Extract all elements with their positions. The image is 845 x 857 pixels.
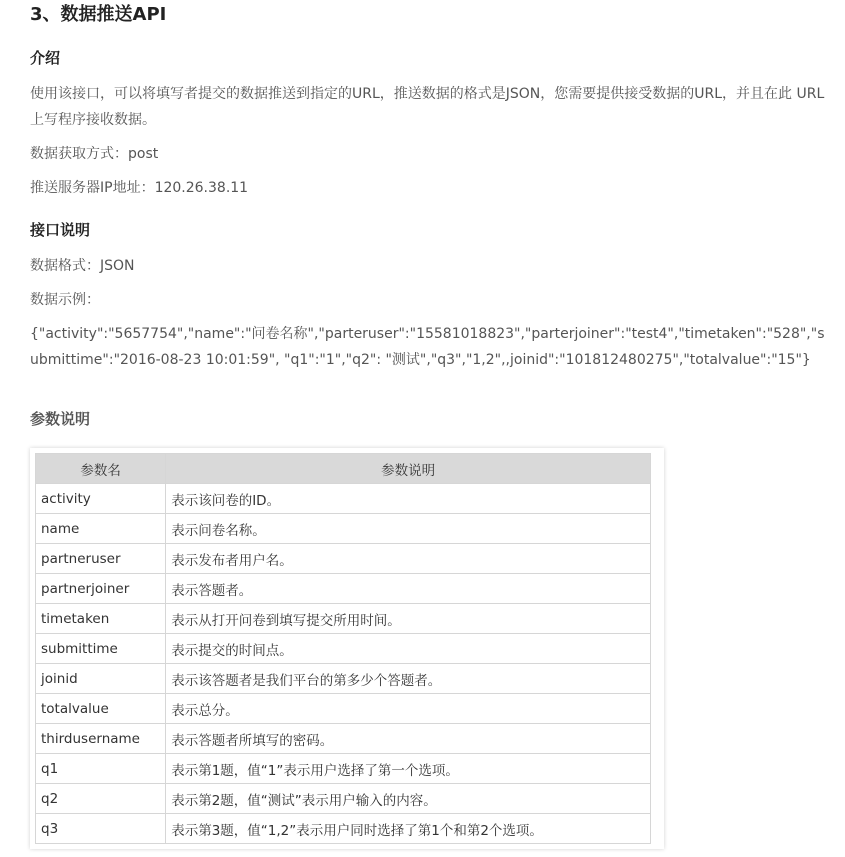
table-row: [36, 724, 651, 754]
param-name-cell: timetaken: [36, 604, 166, 634]
header-param-name: 参数名: [36, 454, 166, 484]
intro-heading: 介绍: [30, 49, 61, 67]
param-desc-cell: 表示第3题，值“1,2”表示用户同时选择了第1个和第2个选项。: [166, 814, 651, 844]
table-row: [36, 694, 651, 724]
table-row: [36, 784, 651, 814]
param-desc-cell: 表示从打开问卷到填写提交所用时间。: [166, 604, 651, 634]
page-title: 3、数据推送API: [30, 4, 167, 25]
param-desc-cell: 表示该答题者是我们平台的第多少个答题者。: [166, 664, 651, 694]
params-table-header-row: [36, 454, 651, 484]
example-json-text: {"activity":"5657754","name":"问卷名称","parteruser":"15581018823","parterjoiner":"test4","timetaken":"528","submittime":"2016-08-23 10:01:59", "q1":"1","q2": "测试","q3","1,2",,joinid":"101812480275","totalvalue":"15"}: [30, 326, 825, 368]
fetch-method-text: 数据获取方式：post: [30, 146, 159, 162]
param-name-cell: partnerjoiner: [36, 574, 166, 604]
param-name-cell: totalvalue: [36, 694, 166, 724]
params-table: [35, 453, 651, 844]
header-param-desc: 参数说明: [166, 454, 651, 484]
param-desc-cell: 表示第2题，值“测试”表示用户输入的内容。: [166, 784, 651, 814]
param-name-cell: name: [36, 514, 166, 544]
table-row: [36, 754, 651, 784]
table-row: [36, 604, 651, 634]
param-desc-cell: 表示答题者所填写的密码。: [166, 724, 651, 754]
param-name-cell: submittime: [36, 634, 166, 664]
table-row: [36, 664, 651, 694]
param-name-cell: thirdusername: [36, 724, 166, 754]
param-desc-cell: 表示提交的时间点。: [166, 634, 651, 664]
param-name-cell: partneruser: [36, 544, 166, 574]
param-name-cell: joinid: [36, 664, 166, 694]
table-row: [36, 814, 651, 844]
api-heading: 接口说明: [30, 221, 91, 239]
params-table-container: [30, 448, 664, 849]
param-name-cell: q2: [36, 784, 166, 814]
param-desc-cell: 表示总分。: [166, 694, 651, 724]
server-ip-text: 推送服务器IP地址：120.26.38.11: [30, 180, 249, 196]
data-format-text: 数据格式：JSON: [30, 258, 135, 274]
param-desc-cell: 表示答题者。: [166, 574, 651, 604]
table-row: [36, 514, 651, 544]
table-row: [36, 484, 651, 514]
params-heading: 参数说明: [30, 410, 91, 428]
intro-description: 使用该接口，可以将填写者提交的数据推送到指定的URL，推送数据的格式是JSON，您需要提供接受数据的URL，并且在此 URL上写程序接收数据。: [30, 86, 825, 128]
param-name-cell: activity: [36, 484, 166, 514]
param-desc-cell: 表示问卷名称。: [166, 514, 651, 544]
param-name-cell: q3: [36, 814, 166, 844]
table-row: [36, 634, 651, 664]
table-row: [36, 544, 651, 574]
param-desc-cell: 表示第1题，值“1”表示用户选择了第一个选项。: [166, 754, 651, 784]
param-desc-cell: 表示该问卷的ID。: [166, 484, 651, 514]
example-label: 数据示例：: [30, 292, 100, 308]
param-name-cell: q1: [36, 754, 166, 784]
param-desc-cell: 表示发布者用户名。: [166, 544, 651, 574]
table-row: [36, 574, 651, 604]
